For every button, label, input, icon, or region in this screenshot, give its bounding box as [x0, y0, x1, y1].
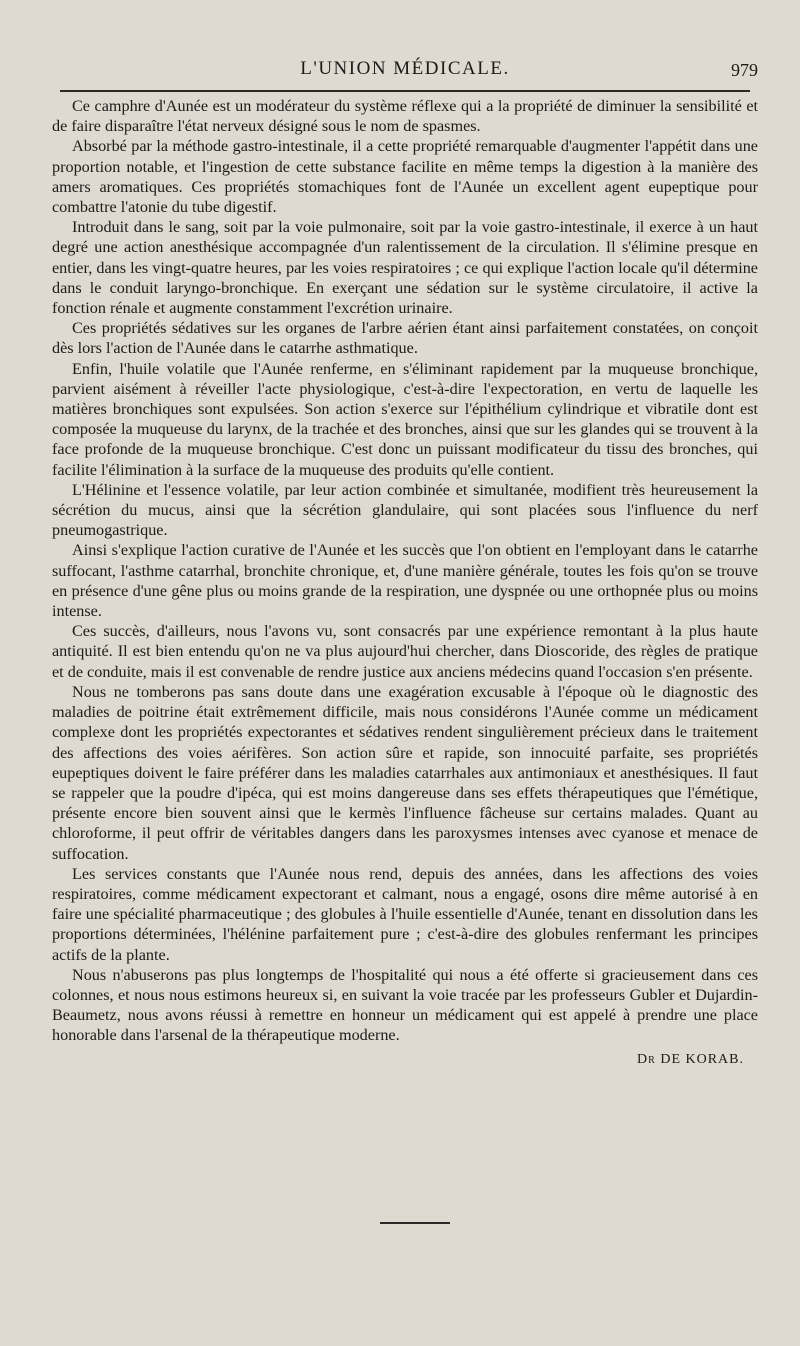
paragraph: Absorbé par la méthode gastro-intestinale, il a cette propriété remarquable d'augmenter l'appétit dans une proportion notable, et l'ingestion de cette substance facilite en même temps la digestion à la manière des amers aromatiques. Ces propriétés stomachiques font de l'Aunée un excellent agent eupeptique pour combattre l'atonie du tube digestif.: [52, 137, 758, 217]
paragraph: Ce camphre d'Aunée est un modérateur du système réflexe qui a la propriété de diminuer la sensibilité et de faire disparaître l'état nerveux désigné sous le nom de spasmes.: [52, 97, 758, 136]
paragraph: Nous n'abuserons pas plus longtemps de l'hospitalité qui nous a été offerte si gracieusement dans ces colonnes, et nous nous estimons heureux si, en suivant la voie tracée par les professeurs Gubler et Dujardin-Beaumetz, nous avons réussi à remettre en honneur un médicament qui est appelé à prendre une place honorable dans l'arsenal de la thérapeutique moderne.: [52, 965, 758, 1045]
paragraph: L'Hélinine et l'essence volatile, par leur action combinée et simultanée, modifient très heureusement la sécrétion du mucus, ainsi que la sécrétion glandulaire, qui sont placées sous l'influence du nerf pneumogastrique.: [52, 480, 758, 540]
author-signature: Dr DE KORAB.: [637, 1051, 744, 1067]
paragraph: Ces succès, d'ailleurs, nous l'avons vu, sont consacrés par une expérience remontant à la plus haute antiquité. Il est bien entendu qu'on ne va plus aujourd'hui chercher, dans Dioscoride, des règles de pratique et de conduite, mais il est convenable de rendre justice aux anciens médecins quand l'occasion s'en présente.: [52, 622, 758, 681]
page-number: 979: [731, 60, 758, 80]
paragraph: Nous ne tomberons pas sans doute dans une exagération excusable à l'époque où le diagnostic des maladies de poitrine était extrêmement difficile, mais nous considérons l'Aunée comme un médicament complexe dont les propriétés expectorantes et sédatives rendent singulièrement précieux dans le traitement des affections des voies aérifères. Son action sûre et rapide, son innocuité parfaite, ses propriétés eupeptiques doivent le faire préférer dans les maladies catarrhales aux antimoniaux et anesthésiques. Il faut se rappeler que la poudre d'ipéca, qui est moins dangereuse dans ses effets thérapeutiques que l'émétique, présente encore bien souvent ainsi que le kermès l'influence fâcheuse sur certains malades. Quant au chloroforme, il peut offrir de véritables dangers dans les paroxysmes intenses avec cyanose et menace de suffocation.: [52, 682, 758, 863]
article-body: [52, 96, 758, 1070]
paragraph: Enfin, l'huile volatile que l'Aunée renferme, en s'éliminant rapidement par la muqueuse bronchique, parvient aisément à réveiller l'acte physiologique, c'est-à-dire l'expectoration, en vertu de laquelle les matières bronchiques sont expulsées. Son action s'exerce sur l'épithélium cylindrique et vibratile dont est composée la muqueuse du larynx, de la trachée et des bronches, ainsi que sur les glandes qui se trouvent à la face profonde de la muqueuse bronchique. C'est donc un puissant modificateur du tissu des bronches, qui facilite l'élimination à la surface de la muqueuse des produits qu'elle contient.: [52, 359, 758, 479]
journal-title: L'UNION MÉDICALE.: [300, 58, 510, 79]
paragraph: Ces propriétés sédatives sur les organes de l'arbre aérien étant ainsi parfaitement constatées, on conçoit dès lors l'action de l'Aunée dans le catarrhe asthmatique.: [52, 319, 758, 358]
paragraph: Introduit dans le sang, soit par la voie pulmonaire, soit par la voie gastro-intestinale, il exerce à un haut degré une action anesthésique accompagnée d'un ralentissement de la circulation. Il s'élimine presque en entier, dans les vingt-quatre heures, par les voies respiratoires ; ce qui explique l'action locale qu'il détermine dans le conduit laryngo-bronchique. En exerçant une sédation sur le système circulatoire, il active la fonction rénale et augmente constamment l'excrétion urinaire.: [52, 218, 758, 318]
paragraph: Les services constants que l'Aunée nous rend, depuis des années, dans les affections des voies respiratoires, comme médicament expectorant et calmant, nous a engagé, osons dire même autorisé à en faire une spécialité pharmaceutique ; des globules à l'huile essentielle d'Aunée, tenant en dissolution dans les proportions déterminées, l'hélénine parfaitement pure ; c'est-à-dire des globules renfermant les principes actifs de la plante.: [52, 864, 758, 964]
end-rule: [380, 1222, 450, 1224]
header-rule: [60, 90, 750, 92]
running-header: [52, 58, 758, 88]
paragraph: Ainsi s'explique l'action curative de l'Aunée et les succès que l'on obtient en l'employant dans le catarrhe suffocant, l'asthme catarrhal, bronchite chronique, et, d'une manière générale, toutes les fois qu'on se trouve en présence d'une gêne plus ou moins grande de la respiration, une dyspnée ou une orthopnée plus ou moins intense.: [52, 541, 758, 621]
